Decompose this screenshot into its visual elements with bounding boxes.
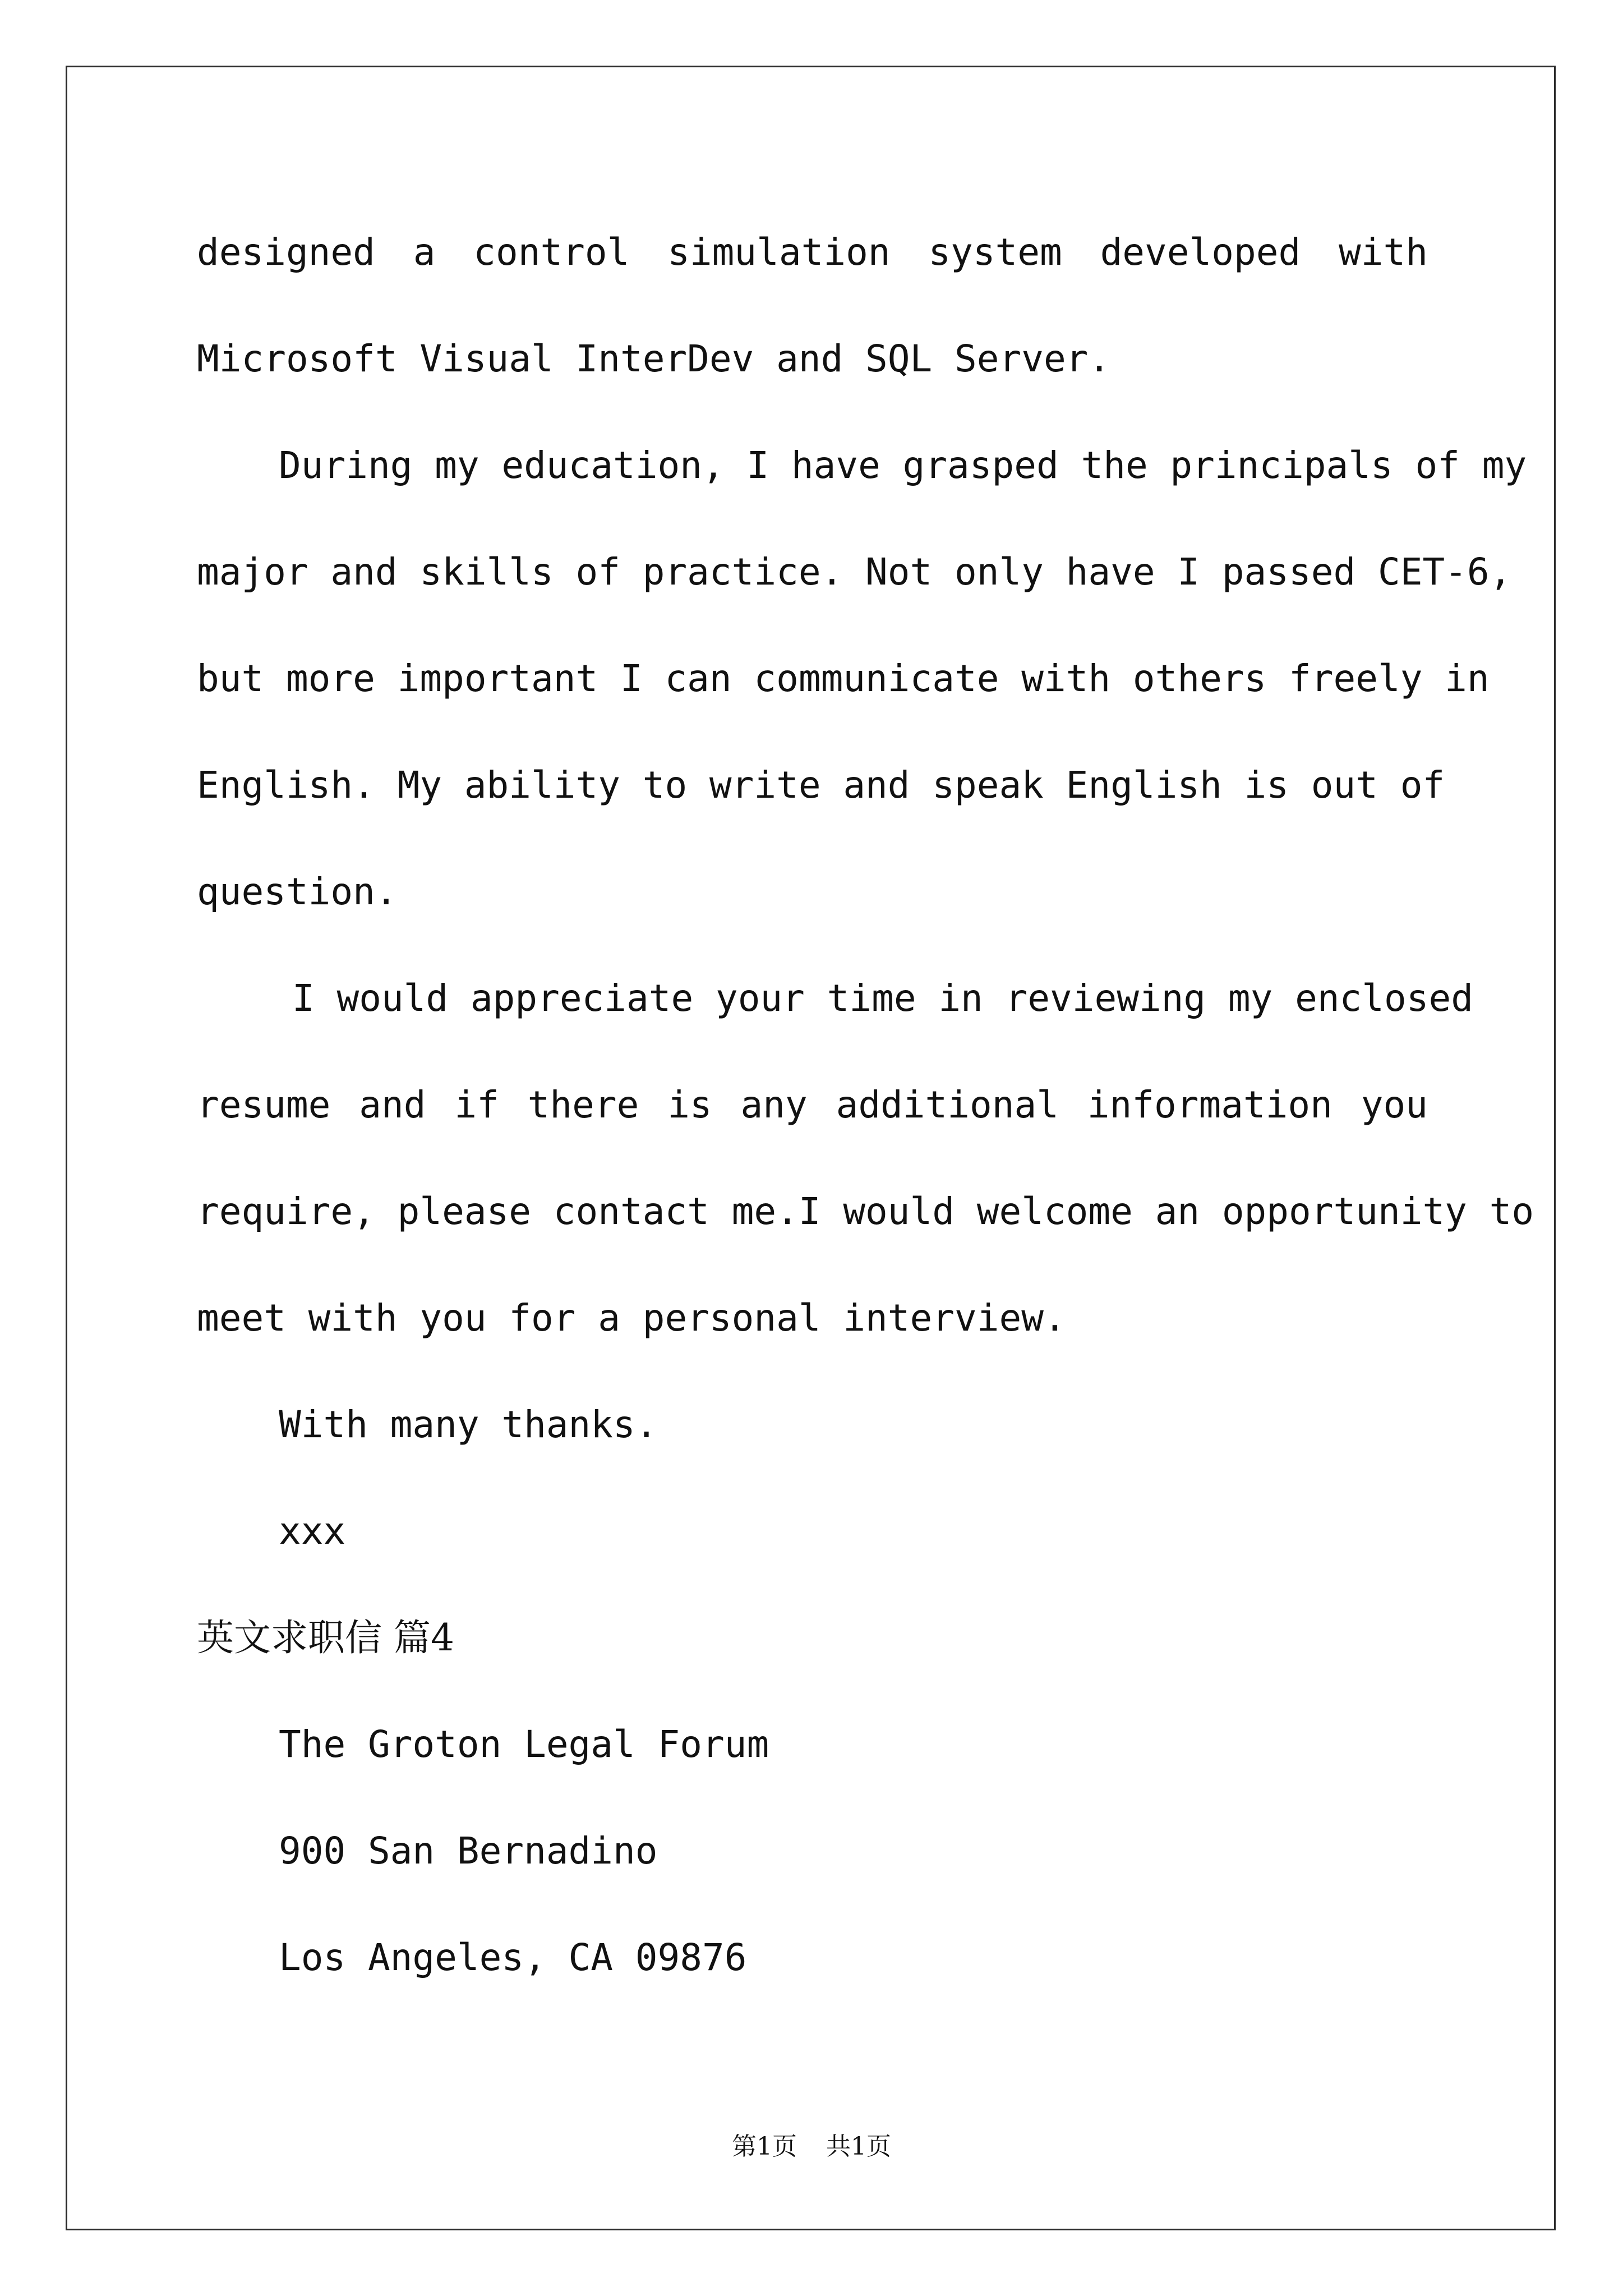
address-line-3: Los Angeles, CA 09876 [279,1936,747,1979]
document-body [197,219,1534,2031]
page-number-total: 共1页 [826,2132,891,2161]
page-footer [0,2126,1623,2162]
word: a [413,231,436,274]
word: if [454,1083,499,1126]
paragraph-1-line-1 [197,219,1428,325]
word: there [527,1083,639,1126]
word: and [359,1083,426,1126]
paragraph-2-line-1: During my education, I have grasped the principals of my [279,444,1527,487]
paragraph-3-line-2 [197,1071,1428,1178]
paragraph-2-line-3: but more important I can communicate with others freely in [197,657,1490,700]
word: you [1361,1083,1428,1126]
word: additional [836,1083,1059,1126]
word: control [473,231,630,274]
paragraph-3-line-3: require, please contact me.I would welcome an opportunity to [197,1190,1534,1233]
word: simulation [667,231,891,274]
paragraph-2-line-5: question. [197,870,398,913]
address-line-2: 900 San Bernadino [279,1829,658,1872]
section-heading: 英文求职信 篇4 [197,1616,454,1659]
word: with [1338,231,1428,274]
word: is [667,1083,712,1126]
word: designed [197,231,375,274]
closing-line: With many thanks. [279,1403,658,1446]
word: system [928,231,1062,274]
word: developed [1100,231,1301,274]
paragraph-3-line-4: meet with you for a personal interview. [197,1296,1066,1340]
word: any [740,1083,808,1126]
signature: xxx [279,1510,346,1553]
paragraph-2-line-4: English. My ability to write and speak English is out of [197,763,1445,807]
paragraph-2-line-2: major and skills of practice. Not only have I passed CET-6, [197,550,1512,593]
word: resume [197,1083,331,1126]
address-line-1: The Groton Legal Forum [279,1723,769,1766]
paragraph-3-line-1: I would appreciate your time in reviewing my enclosed [292,977,1473,1020]
word: information [1087,1083,1332,1126]
paragraph-1-line-2: Microsoft Visual InterDev and SQL Server. [197,337,1111,380]
page-number-current: 第1页 [732,2132,797,2161]
